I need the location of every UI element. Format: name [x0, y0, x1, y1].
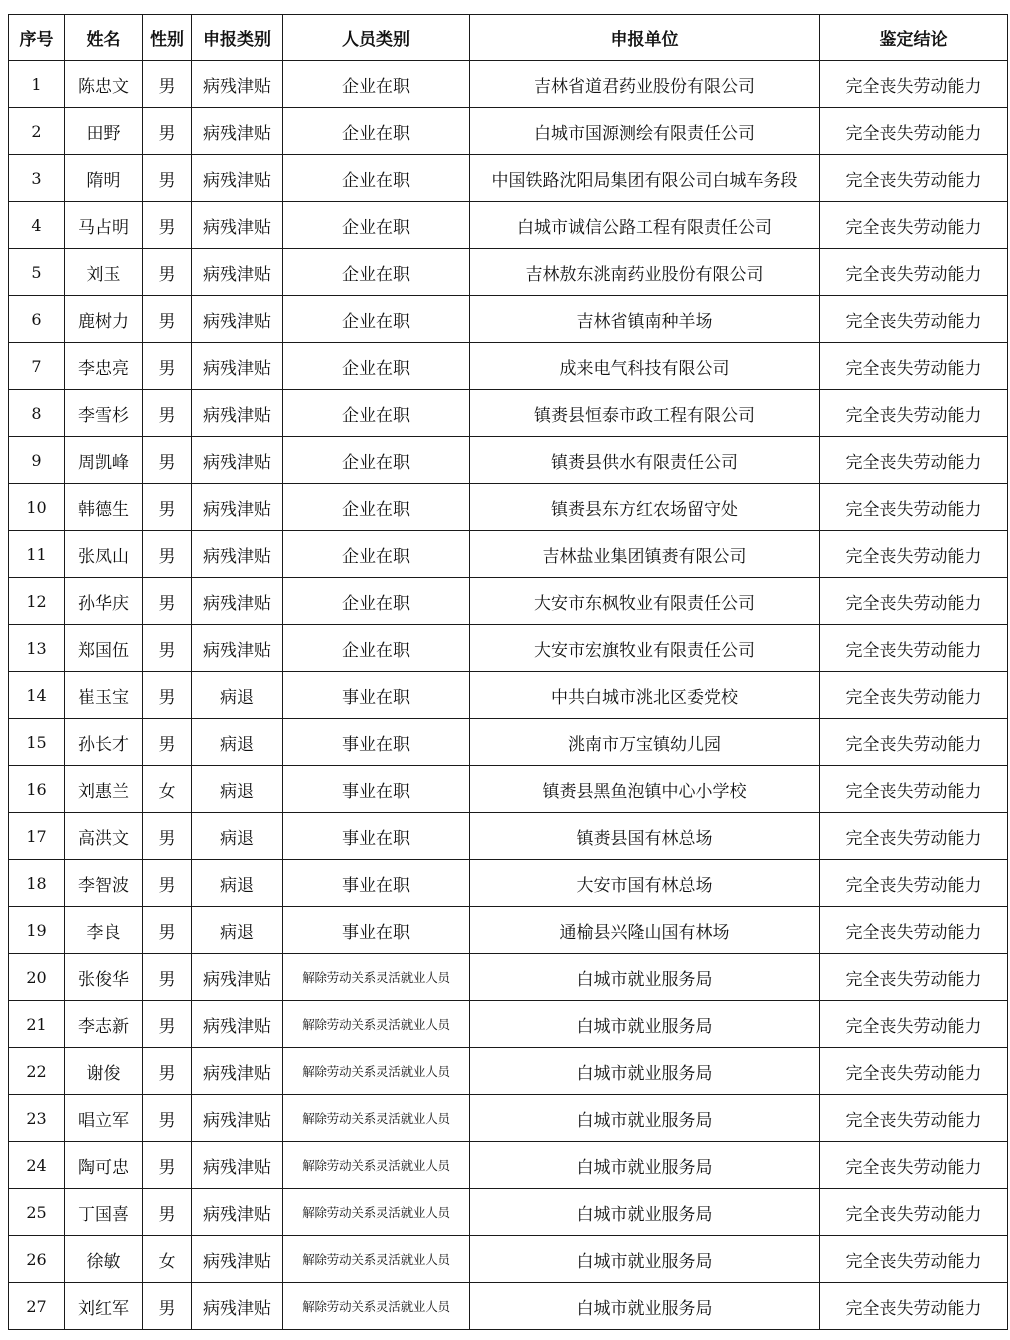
cell-name: 隋明: [65, 155, 143, 202]
cell-gender: 男: [143, 954, 192, 1001]
cell-name: 刘惠兰: [65, 766, 143, 813]
table-row: [9, 61, 1008, 108]
cell-id: 21: [9, 1001, 65, 1048]
table-row: [9, 484, 1008, 531]
cell-id: 17: [9, 813, 65, 860]
cell-person-type: 事业在职: [283, 719, 470, 766]
cell-category: 病退: [192, 813, 283, 860]
cell-unit: 吉林敖东洮南药业股份有限公司: [470, 249, 820, 296]
cell-conclusion: 完全丧失劳动能力: [820, 954, 1008, 1001]
cell-unit: 镇赉县供水有限责任公司: [470, 437, 820, 484]
table-row: [9, 813, 1008, 860]
cell-gender: 女: [143, 1236, 192, 1283]
cell-id: 20: [9, 954, 65, 1001]
cell-person-type: 企业在职: [283, 61, 470, 108]
cell-category: 病退: [192, 719, 283, 766]
cell-name: 郑国伍: [65, 625, 143, 672]
cell-conclusion: 完全丧失劳动能力: [820, 813, 1008, 860]
cell-name: 唱立军: [65, 1095, 143, 1142]
cell-id: 14: [9, 672, 65, 719]
cell-name: 李智波: [65, 860, 143, 907]
cell-id: 11: [9, 531, 65, 578]
cell-person-type: 企业在职: [283, 390, 470, 437]
cell-unit: 白城市诚信公路工程有限责任公司: [470, 202, 820, 249]
cell-id: 3: [9, 155, 65, 202]
table-row: [9, 343, 1008, 390]
cell-conclusion: 完全丧失劳动能力: [820, 1001, 1008, 1048]
cell-category: 病残津贴: [192, 1001, 283, 1048]
header-gender: 性别: [143, 15, 192, 61]
cell-conclusion: 完全丧失劳动能力: [820, 1095, 1008, 1142]
cell-category: 病残津贴: [192, 108, 283, 155]
cell-id: 19: [9, 907, 65, 954]
cell-conclusion: 完全丧失劳动能力: [820, 1236, 1008, 1283]
cell-category: 病残津贴: [192, 531, 283, 578]
table-row: [9, 578, 1008, 625]
table-row: [9, 860, 1008, 907]
cell-unit: 成来电气科技有限公司: [470, 343, 820, 390]
cell-unit: 镇赉县黑鱼泡镇中心小学校: [470, 766, 820, 813]
cell-unit: 吉林省镇南种羊场: [470, 296, 820, 343]
table-row: [9, 437, 1008, 484]
header-name: 姓名: [65, 15, 143, 61]
table-row: [9, 108, 1008, 155]
cell-unit: 白城市就业服务局: [470, 954, 820, 1001]
table-row: [9, 719, 1008, 766]
cell-category: 病残津贴: [192, 578, 283, 625]
cell-id: 22: [9, 1048, 65, 1095]
cell-person-type: 解除劳动关系灵活就业人员: [283, 1283, 470, 1330]
cell-id: 8: [9, 390, 65, 437]
cell-conclusion: 完全丧失劳动能力: [820, 155, 1008, 202]
cell-conclusion: 完全丧失劳动能力: [820, 1048, 1008, 1095]
table-row: [9, 1001, 1008, 1048]
cell-unit: 白城市就业服务局: [470, 1095, 820, 1142]
cell-id: 9: [9, 437, 65, 484]
cell-unit: 白城市国源测绘有限责任公司: [470, 108, 820, 155]
cell-gender: 男: [143, 672, 192, 719]
cell-name: 张俊华: [65, 954, 143, 1001]
cell-unit: 大安市东枫牧业有限责任公司: [470, 578, 820, 625]
cell-gender: 男: [143, 578, 192, 625]
cell-person-type: 解除劳动关系灵活就业人员: [283, 1236, 470, 1283]
cell-category: 病残津贴: [192, 1283, 283, 1330]
cell-gender: 男: [143, 1142, 192, 1189]
cell-person-type: 解除劳动关系灵活就业人员: [283, 1001, 470, 1048]
cell-gender: 男: [143, 531, 192, 578]
table-row: [9, 1095, 1008, 1142]
cell-gender: 男: [143, 1048, 192, 1095]
cell-person-type: 解除劳动关系灵活就业人员: [283, 1142, 470, 1189]
cell-id: 23: [9, 1095, 65, 1142]
cell-id: 16: [9, 766, 65, 813]
cell-conclusion: 完全丧失劳动能力: [820, 672, 1008, 719]
cell-name: 李志新: [65, 1001, 143, 1048]
cell-category: 病残津贴: [192, 484, 283, 531]
cell-person-type: 企业在职: [283, 437, 470, 484]
cell-person-type: 企业在职: [283, 296, 470, 343]
cell-id: 7: [9, 343, 65, 390]
cell-person-type: 事业在职: [283, 672, 470, 719]
table-row: [9, 202, 1008, 249]
cell-category: 病残津贴: [192, 1095, 283, 1142]
cell-unit: 大安市国有林总场: [470, 860, 820, 907]
cell-name: 丁国喜: [65, 1189, 143, 1236]
table-row: [9, 531, 1008, 578]
cell-person-type: 解除劳动关系灵活就业人员: [283, 1095, 470, 1142]
cell-gender: 男: [143, 907, 192, 954]
cell-conclusion: 完全丧失劳动能力: [820, 766, 1008, 813]
cell-name: 李雪杉: [65, 390, 143, 437]
table-row: [9, 1236, 1008, 1283]
cell-category: 病残津贴: [192, 390, 283, 437]
cell-name: 李良: [65, 907, 143, 954]
cell-person-type: 企业在职: [283, 155, 470, 202]
cell-category: 病残津贴: [192, 1142, 283, 1189]
cell-gender: 男: [143, 719, 192, 766]
cell-name: 孙长才: [65, 719, 143, 766]
cell-gender: 男: [143, 108, 192, 155]
table-row: [9, 766, 1008, 813]
table-row: [9, 954, 1008, 1001]
cell-unit: 白城市就业服务局: [470, 1001, 820, 1048]
cell-id: 18: [9, 860, 65, 907]
cell-person-type: 企业在职: [283, 531, 470, 578]
table-row: [9, 1142, 1008, 1189]
cell-id: 24: [9, 1142, 65, 1189]
cell-conclusion: 完全丧失劳动能力: [820, 108, 1008, 155]
cell-id: 26: [9, 1236, 65, 1283]
table-row: [9, 907, 1008, 954]
cell-category: 病退: [192, 907, 283, 954]
cell-category: 病残津贴: [192, 1236, 283, 1283]
table-header: [9, 15, 1008, 61]
cell-conclusion: 完全丧失劳动能力: [820, 531, 1008, 578]
cell-gender: 男: [143, 1283, 192, 1330]
cell-gender: 男: [143, 343, 192, 390]
cell-conclusion: 完全丧失劳动能力: [820, 719, 1008, 766]
table-row: [9, 1189, 1008, 1236]
cell-category: 病残津贴: [192, 202, 283, 249]
cell-unit: 白城市就业服务局: [470, 1236, 820, 1283]
cell-unit: 中国铁路沈阳局集团有限公司白城车务段: [470, 155, 820, 202]
cell-person-type: 事业在职: [283, 766, 470, 813]
cell-unit: 白城市就业服务局: [470, 1048, 820, 1095]
cell-unit: 吉林盐业集团镇赉有限公司: [470, 531, 820, 578]
cell-conclusion: 完全丧失劳动能力: [820, 296, 1008, 343]
cell-conclusion: 完全丧失劳动能力: [820, 578, 1008, 625]
table-row: [9, 625, 1008, 672]
cell-gender: 男: [143, 202, 192, 249]
cell-name: 刘玉: [65, 249, 143, 296]
cell-category: 病残津贴: [192, 625, 283, 672]
cell-unit: 洮南市万宝镇幼儿园: [470, 719, 820, 766]
cell-person-type: 企业在职: [283, 108, 470, 155]
cell-unit: 中共白城市洮北区委党校: [470, 672, 820, 719]
cell-id: 4: [9, 202, 65, 249]
cell-category: 病残津贴: [192, 249, 283, 296]
cell-name: 李忠亮: [65, 343, 143, 390]
cell-category: 病残津贴: [192, 437, 283, 484]
cell-category: 病残津贴: [192, 61, 283, 108]
cell-person-type: 企业在职: [283, 484, 470, 531]
cell-name: 孙华庆: [65, 578, 143, 625]
cell-id: 6: [9, 296, 65, 343]
header-id: 序号: [9, 15, 65, 61]
cell-conclusion: 完全丧失劳动能力: [820, 860, 1008, 907]
cell-gender: 男: [143, 625, 192, 672]
header-category: 申报类别: [192, 15, 283, 61]
cell-category: 病残津贴: [192, 1048, 283, 1095]
table-row: [9, 672, 1008, 719]
cell-gender: 男: [143, 296, 192, 343]
cell-name: 马占明: [65, 202, 143, 249]
cell-person-type: 事业在职: [283, 907, 470, 954]
cell-gender: 男: [143, 1189, 192, 1236]
cell-gender: 男: [143, 437, 192, 484]
cell-person-type: 企业在职: [283, 202, 470, 249]
cell-id: 25: [9, 1189, 65, 1236]
cell-conclusion: 完全丧失劳动能力: [820, 202, 1008, 249]
cell-unit: 镇赉县东方红农场留守处: [470, 484, 820, 531]
cell-name: 徐敏: [65, 1236, 143, 1283]
cell-unit: 白城市就业服务局: [470, 1142, 820, 1189]
cell-category: 病残津贴: [192, 954, 283, 1001]
cell-id: 15: [9, 719, 65, 766]
cell-person-type: 事业在职: [283, 813, 470, 860]
cell-conclusion: 完全丧失劳动能力: [820, 1189, 1008, 1236]
cell-unit: 白城市就业服务局: [470, 1283, 820, 1330]
table-row: [9, 155, 1008, 202]
cell-person-type: 企业在职: [283, 625, 470, 672]
cell-conclusion: 完全丧失劳动能力: [820, 1142, 1008, 1189]
cell-unit: 镇赉县国有林总场: [470, 813, 820, 860]
cell-unit: 通榆县兴隆山国有林场: [470, 907, 820, 954]
cell-name: 张凤山: [65, 531, 143, 578]
cell-person-type: 解除劳动关系灵活就业人员: [283, 1189, 470, 1236]
cell-person-type: 解除劳动关系灵活就业人员: [283, 954, 470, 1001]
cell-person-type: 企业在职: [283, 343, 470, 390]
table-body: [9, 61, 1008, 1330]
cell-conclusion: 完全丧失劳动能力: [820, 1283, 1008, 1330]
cell-gender: 男: [143, 61, 192, 108]
cell-conclusion: 完全丧失劳动能力: [820, 907, 1008, 954]
cell-name: 田野: [65, 108, 143, 155]
cell-conclusion: 完全丧失劳动能力: [820, 437, 1008, 484]
cell-name: 陶可忠: [65, 1142, 143, 1189]
cell-conclusion: 完全丧失劳动能力: [820, 249, 1008, 296]
header-conclusion: 鉴定结论: [820, 15, 1008, 61]
cell-conclusion: 完全丧失劳动能力: [820, 390, 1008, 437]
cell-gender: 女: [143, 766, 192, 813]
cell-person-type: 事业在职: [283, 860, 470, 907]
cell-name: 高洪文: [65, 813, 143, 860]
cell-id: 5: [9, 249, 65, 296]
cell-name: 周凯峰: [65, 437, 143, 484]
cell-gender: 男: [143, 249, 192, 296]
cell-category: 病退: [192, 860, 283, 907]
cell-unit: 吉林省道君药业股份有限公司: [470, 61, 820, 108]
cell-person-type: 企业在职: [283, 249, 470, 296]
cell-conclusion: 完全丧失劳动能力: [820, 343, 1008, 390]
cell-name: 谢俊: [65, 1048, 143, 1095]
cell-conclusion: 完全丧失劳动能力: [820, 625, 1008, 672]
table-row: [9, 1048, 1008, 1095]
cell-person-type: 解除劳动关系灵活就业人员: [283, 1048, 470, 1095]
table-row: [9, 249, 1008, 296]
cell-gender: 男: [143, 860, 192, 907]
cell-name: 陈忠文: [65, 61, 143, 108]
cell-gender: 男: [143, 155, 192, 202]
cell-id: 27: [9, 1283, 65, 1330]
cell-name: 崔玉宝: [65, 672, 143, 719]
cell-unit: 大安市宏旗牧业有限责任公司: [470, 625, 820, 672]
cell-name: 鹿树力: [65, 296, 143, 343]
cell-conclusion: 完全丧失劳动能力: [820, 484, 1008, 531]
cell-id: 10: [9, 484, 65, 531]
cell-unit: 镇赉县恒泰市政工程有限公司: [470, 390, 820, 437]
cell-id: 1: [9, 61, 65, 108]
cell-gender: 男: [143, 484, 192, 531]
table-row: [9, 1283, 1008, 1330]
cell-gender: 男: [143, 813, 192, 860]
cell-gender: 男: [143, 390, 192, 437]
cell-category: 病残津贴: [192, 155, 283, 202]
cell-category: 病退: [192, 766, 283, 813]
header-unit: 申报单位: [470, 15, 820, 61]
appraisal-table: [8, 14, 1008, 1330]
cell-conclusion: 完全丧失劳动能力: [820, 61, 1008, 108]
cell-category: 病残津贴: [192, 296, 283, 343]
cell-gender: 男: [143, 1001, 192, 1048]
cell-id: 2: [9, 108, 65, 155]
cell-category: 病残津贴: [192, 343, 283, 390]
header-person-type: 人员类别: [283, 15, 470, 61]
header-row: [9, 15, 1008, 61]
cell-person-type: 企业在职: [283, 578, 470, 625]
cell-category: 病残津贴: [192, 1189, 283, 1236]
cell-id: 13: [9, 625, 65, 672]
cell-name: 刘红军: [65, 1283, 143, 1330]
cell-category: 病退: [192, 672, 283, 719]
cell-unit: 白城市就业服务局: [470, 1189, 820, 1236]
table-row: [9, 296, 1008, 343]
cell-id: 12: [9, 578, 65, 625]
table-row: [9, 390, 1008, 437]
cell-gender: 男: [143, 1095, 192, 1142]
cell-name: 韩德生: [65, 484, 143, 531]
